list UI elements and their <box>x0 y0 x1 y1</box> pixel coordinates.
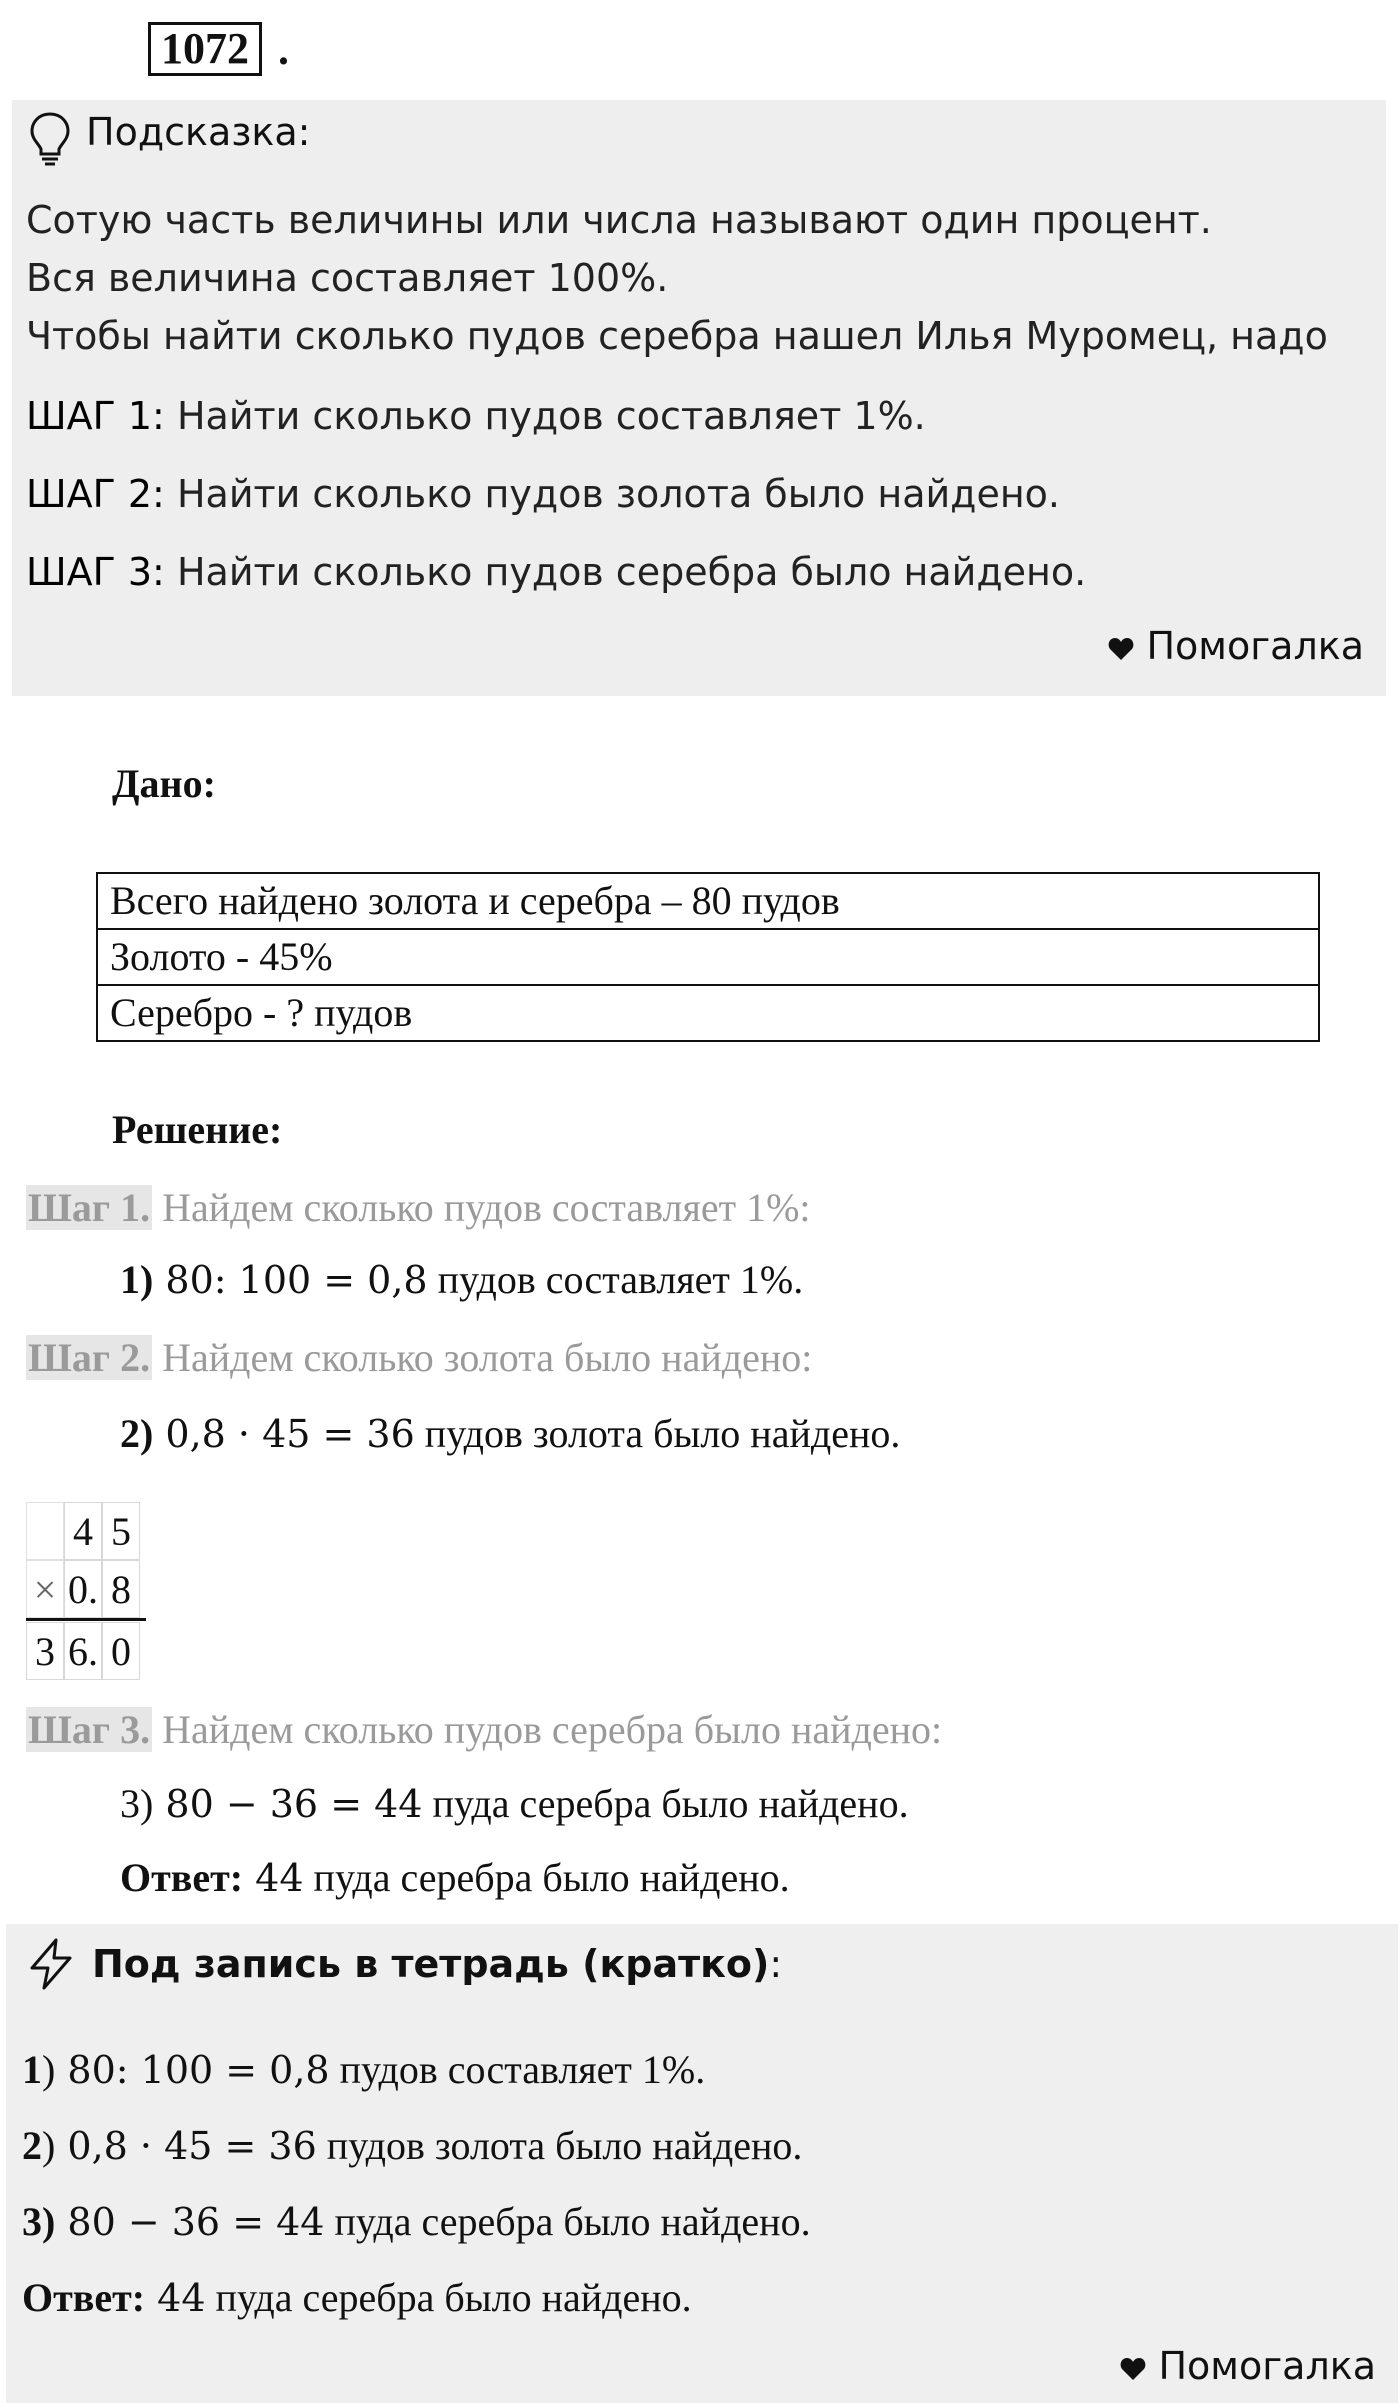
notebook-title-colon: : <box>769 1942 783 1986</box>
line-3-num: 3) <box>120 1781 154 1826</box>
notebook-line-2 <box>22 2122 802 2169</box>
grid-cell: 0 <box>102 1622 140 1680</box>
notebook-brand-label: Помогалка <box>1158 2344 1376 2388</box>
hint-step-1-text: Найти сколько пудов составляет 1%. <box>164 394 926 438</box>
line-1-num: 1) <box>120 1257 154 1302</box>
hint-step-2 <box>26 472 1060 516</box>
note-2-num: 2 <box>22 2123 42 2168</box>
notebook-line-3 <box>22 2198 811 2245</box>
notebook-answer <box>22 2274 692 2321</box>
problem-number-dot: . <box>278 25 289 74</box>
heart-icon <box>1120 2357 1146 2381</box>
line-3-math: 80 − 36 = 44 <box>153 1782 423 1826</box>
step-2-label: Шаг 2. <box>28 1335 151 1380</box>
grid-cell: 6. <box>64 1622 102 1680</box>
note-1-text: пудов составляет 1%. <box>329 2047 706 2092</box>
grid-cell: 0. <box>64 1560 102 1618</box>
lightning-icon <box>26 1938 76 1995</box>
solution-line-2 <box>120 1410 900 1457</box>
solution-line-1 <box>120 1256 803 1303</box>
step-3-label: Шаг 3. <box>28 1707 151 1752</box>
note-2-paren: ) <box>42 2123 56 2168</box>
hint-step-3 <box>26 550 1086 594</box>
notebook-brand[interactable] <box>1120 2344 1376 2388</box>
hint-brand-label: Помогалка <box>1146 624 1364 668</box>
line-3-text: пуда серебра было найдено. <box>422 1781 909 1826</box>
table-row <box>97 929 1319 985</box>
heart-icon <box>1108 637 1134 661</box>
line-2-text: пудов золота было найдено. <box>414 1411 901 1456</box>
line-2-math: 0,8 · 45 = 36 <box>153 1412 415 1456</box>
hint-step-3-label: ШАГ 3: <box>26 550 165 594</box>
notebook-heading <box>92 1942 782 1986</box>
answer-math: 44 <box>243 1856 304 1900</box>
problem-number: 1072 <box>148 22 262 76</box>
grid-cell: 8 <box>102 1560 140 1618</box>
note-2-text: пудов золота было найдено. <box>316 2123 803 2168</box>
grid-cell <box>26 1502 64 1560</box>
given-row-2: Золото - 45% <box>97 929 1319 985</box>
answer-label: Ответ: <box>120 1855 244 1900</box>
solution-step-2 <box>26 1334 812 1381</box>
grid-cell: 4 <box>64 1502 102 1560</box>
note-1-paren: ) <box>42 2047 56 2092</box>
step-2-text: Найдем сколько золота было найдено: <box>152 1335 813 1380</box>
grid-cell: 3 <box>26 1622 64 1680</box>
notebook-title: Под запись в тетрадь (кратко) <box>92 1942 770 1986</box>
given-row-3: Серебро - ? пудов <box>97 985 1319 1041</box>
solution-answer <box>120 1854 790 1901</box>
answer-text: пуда серебра было найдено. <box>303 1855 790 1900</box>
step-1-label: Шаг 1. <box>28 1185 151 1230</box>
line-1-math: 80: 100 = 0,8 <box>153 1258 428 1302</box>
note-3-math: 80 − 36 = 44 <box>55 2200 325 2244</box>
hint-line-2: Вся величина составляет 100%. <box>26 256 669 300</box>
multiply-sign: × <box>26 1560 64 1618</box>
given-row-1: Всего найдено золота и серебра – 80 пудов <box>97 873 1319 929</box>
solution-line-3 <box>120 1780 909 1827</box>
hint-step-2-text: Найти сколько пудов золота было найдено. <box>164 472 1061 516</box>
note-3-num: 3) <box>22 2199 56 2244</box>
note-answer-label: Ответ: <box>22 2275 146 2320</box>
solution-title: Решение: <box>112 1107 283 1152</box>
lightbulb-icon <box>28 110 72 170</box>
given-table <box>96 872 1320 1042</box>
table-row <box>97 985 1319 1041</box>
line-1-text: пудов составляет 1%. <box>427 1257 804 1302</box>
given-title: Дано: <box>112 761 216 806</box>
note-answer-text: пуда серебра было найдено. <box>205 2275 692 2320</box>
step-1-text: Найдем сколько пудов составляет 1%: <box>152 1185 811 1230</box>
notebook-line-1 <box>22 2046 705 2093</box>
line-2-num: 2) <box>120 1411 154 1456</box>
hint-step-3-text: Найти сколько пудов серебра было найдено. <box>164 550 1087 594</box>
grid-cell: 5 <box>102 1502 140 1560</box>
table-row <box>97 873 1319 929</box>
note-3-text: пуда серебра было найдено. <box>324 2199 811 2244</box>
solution-step-1 <box>26 1184 811 1231</box>
hint-title: Подсказка: <box>86 110 311 154</box>
result-line <box>26 1618 146 1621</box>
note-1-num: 1 <box>22 2047 42 2092</box>
step-3-text: Найдем сколько пудов серебра было найдено: <box>152 1707 943 1752</box>
multiplication-grid <box>26 1502 152 1682</box>
hint-brand[interactable] <box>1108 624 1364 668</box>
note-1-math: 80: 100 = 0,8 <box>55 2048 330 2092</box>
hint-step-1 <box>26 394 926 438</box>
hint-step-2-label: ШАГ 2: <box>26 472 165 516</box>
note-answer-math: 44 <box>145 2276 206 2320</box>
hint-step-1-label: ШАГ 1: <box>26 394 165 438</box>
note-2-math: 0,8 · 45 = 36 <box>55 2124 317 2168</box>
hint-line-1: Сотую часть величины или числа называют один процент. <box>26 198 1212 242</box>
hint-line-3: Чтобы найти сколько пудов серебра нашел Илья Муромец, надо <box>26 314 1328 358</box>
solution-step-3 <box>26 1706 942 1753</box>
